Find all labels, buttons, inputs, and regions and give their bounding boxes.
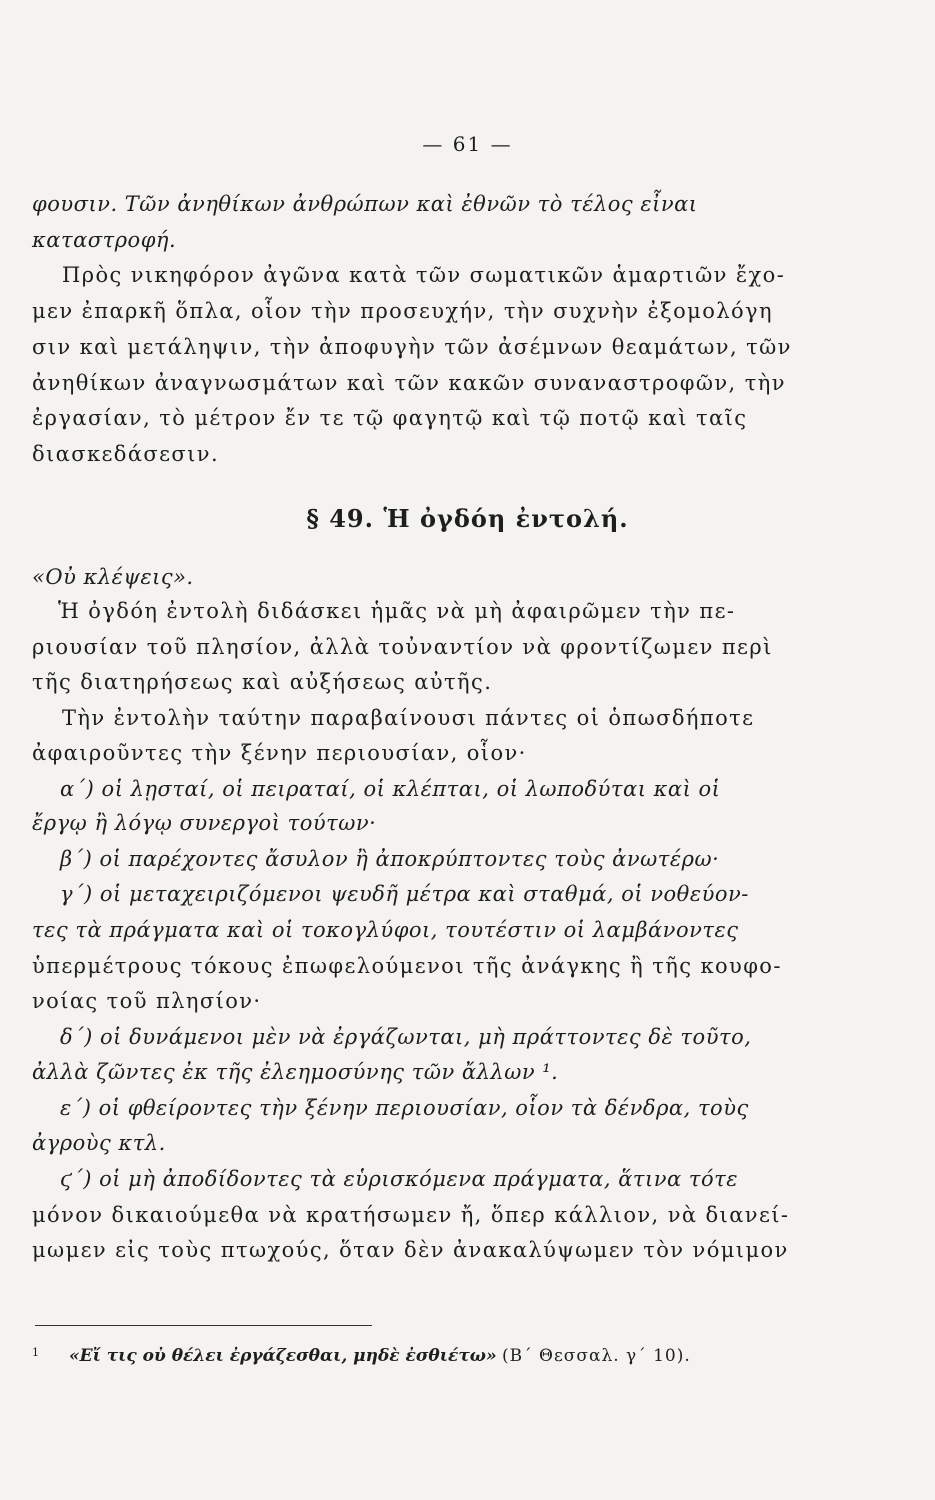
footnote-quote: «Εἴ τις οὐ θέλει ἐργάζεσθαι, μηδὲ ἐσθιέτω» <box>69 1346 497 1366</box>
footnote-reference: (Β΄ Θεσσαλ. γ΄ 10). <box>501 1346 691 1366</box>
text-line: «Οὐ κλέψεις». <box>32 565 194 589</box>
text-line: Τὴν ἐντολὴν ταύτην παραβαίνουσι πάντες οἱ ὁπωσδήποτε <box>62 706 755 730</box>
text-line: μόνον δικαιούμεθα νὰ κρατήσωμεν ἤ, ὅπερ κάλλιον, νὰ διανεί- <box>32 1203 790 1227</box>
text-line: τες τὰ πράγματα καὶ οἱ τοκογλύφοι, τουτέστιν οἱ λαμβάνοντες <box>32 918 739 942</box>
text-line: μωμεν εἰς τοὺς πτωχούς, ὅταν δὲν ἀνακαλύψωμεν τὸν νόμιμον <box>32 1238 789 1262</box>
text-line: φουσιν. Τῶν ἀνηθίκων ἀνθρώπων καὶ ἐθνῶν τὸ τέλος εἶναι <box>32 192 698 216</box>
text-line: ἀλλὰ ζῶντες ἐκ τῆς ἐλεημοσύνης τῶν ἄλλων ¹. <box>32 1060 559 1084</box>
text-line: ριουσίαν τοῦ πλησίον, ἀλλὰ τοὐναντίον νὰ φροντίζωμεν περὶ <box>32 635 773 659</box>
text-line: τῆς διατηρήσεως καὶ αὐξήσεως αὐτῆς. <box>32 670 493 694</box>
footnote-divider <box>35 1325 372 1326</box>
text-line: καταστροφή. <box>32 228 177 252</box>
text-line: α΄) οἱ λῃσταί, οἱ πειραταί, οἱ κλέπται, οἱ λωποδύται καὶ οἱ <box>60 777 721 801</box>
text-line: ἀγροὺς κτλ. <box>32 1131 166 1155</box>
text-line: ἀφαιροῦντες τὴν ξένην περιουσίαν, οἷον· <box>32 741 527 765</box>
text-line: ε΄) οἱ φθείροντες τὴν ξένην περιουσίαν, οἷον τὰ δένδρα, τοὺς <box>60 1096 749 1120</box>
text-line: ὑπερμέτρους τόκους ἐπωφελούμενοι τῆς ἀνάγκης ἢ τῆς κουφο- <box>32 954 782 978</box>
text-line: δ΄) οἱ δυνάμενοι μὲν νὰ ἐργάζωνται, μὴ πράττοντες δὲ τοῦτο, <box>60 1025 752 1049</box>
footnote <box>32 1346 691 1366</box>
text-line: ἐργασίαν, τὸ μέτρον ἔν τε τῷ φαγητῷ καὶ τῷ ποτῷ καὶ ταῖς <box>32 406 748 430</box>
text-line: ἀνηθίκων ἀναγνωσμάτων καὶ τῶν κακῶν συναναστροφῶν, τὴν <box>32 371 786 395</box>
text-line: νοίας τοῦ πλησίον· <box>32 989 262 1013</box>
text-line: ϛ΄) οἱ μὴ ἀποδίδοντες τὰ εὑρισκόμενα πράγματα, ἅτινα τότε <box>60 1167 739 1191</box>
section-heading: § 49. Ἡ ὀγδόη ἐντολή. <box>306 504 629 533</box>
text-line: σιν καὶ μετάληψιν, τὴν ἀποφυγὴν τῶν ἀσέμνων θεαμάτων, τῶν <box>32 335 792 359</box>
text-line: Ἡ ὀγδόη ἐντολὴ διδάσκει ἡμᾶς νὰ μὴ ἀφαιρῶμεν τὴν πε- <box>58 599 736 623</box>
text-line: διασκεδάσεσιν. <box>32 442 220 466</box>
text-line: μεν ἐπαρκῆ ὅπλα, οἷον τὴν προσευχήν, τὴν συχνὴν ἐξομολόγη <box>32 299 773 323</box>
text-line: γ΄) οἱ μεταχειριζόμενοι ψευδῆ μέτρα καὶ σταθμά, οἱ νοθεύον- <box>60 882 749 906</box>
footnote-marker: 1 <box>32 1346 39 1359</box>
page-number: — 61 — <box>422 132 513 156</box>
text-line: ἔργῳ ἢ λόγῳ συνεργοὶ τούτων· <box>32 811 377 835</box>
text-line: β΄) οἱ παρέχοντες ἄσυλον ἢ ἀποκρύπτοντες τοὺς ἀνωτέρω· <box>60 847 720 871</box>
text-line: Πρὸς νικηφόρον ἀγῶνα κατὰ τῶν σωματικῶν ἁμαρτιῶν ἔχο- <box>62 263 786 287</box>
